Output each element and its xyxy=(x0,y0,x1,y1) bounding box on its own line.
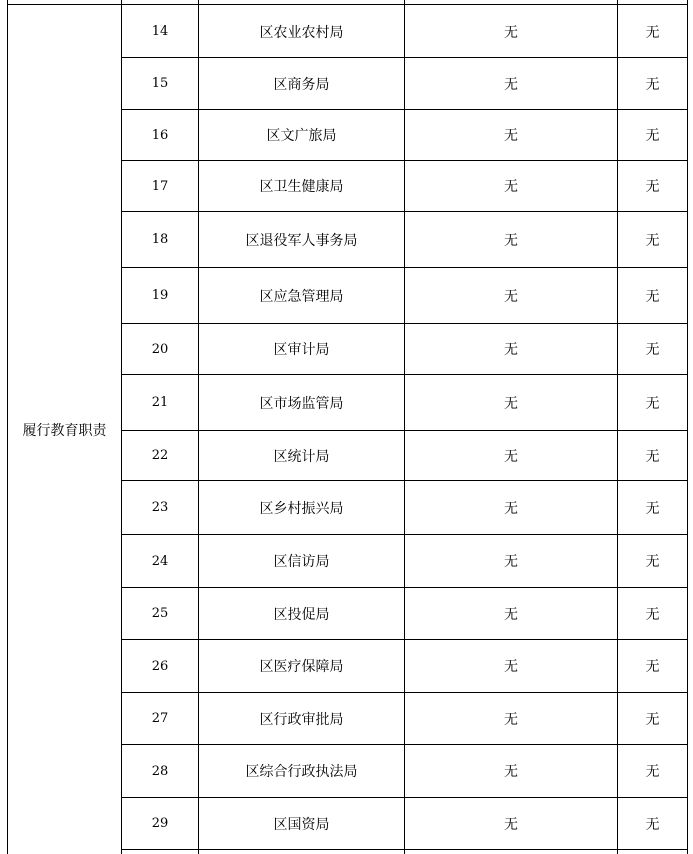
department-cell: 区退役军人事务局 xyxy=(245,232,358,249)
row-number-cell: 24 xyxy=(151,553,169,569)
department-cell: 区乡村振兴局 xyxy=(259,500,344,517)
value-cell: 无 xyxy=(504,342,518,358)
value-cell: 无 xyxy=(645,232,660,249)
row-number-cell: 17 xyxy=(151,178,169,194)
department-cell: 区应急管理局 xyxy=(259,288,344,305)
value-cell: 无 xyxy=(504,179,518,195)
department-cell: 区医疗保障局 xyxy=(259,659,344,675)
department-cell: 区市场监管局 xyxy=(259,395,344,412)
row-rule xyxy=(121,849,688,850)
value-cell: 无 xyxy=(504,288,518,305)
row-number-cell: 14 xyxy=(151,24,169,39)
value-cell: 无 xyxy=(645,554,660,570)
department-cell: 区国资局 xyxy=(273,816,330,833)
value-cell: 无 xyxy=(504,448,518,465)
row-number-cell: 26 xyxy=(151,658,169,674)
department-cell: 区卫生健康局 xyxy=(259,179,344,195)
row-number-cell: 20 xyxy=(151,341,169,357)
value-cell: 无 xyxy=(645,179,660,195)
value-cell: 无 xyxy=(645,448,660,465)
department-cell: 区文广旅局 xyxy=(266,128,337,144)
value-cell: 无 xyxy=(504,659,518,675)
value-cell: 无 xyxy=(645,500,660,517)
department-cell: 区行政审批局 xyxy=(259,711,344,728)
value-cell: 无 xyxy=(645,711,660,728)
row-number-cell: 25 xyxy=(151,606,169,621)
value-cell: 无 xyxy=(504,500,518,517)
department-cell: 区综合行政执法局 xyxy=(245,764,358,780)
value-cell: 无 xyxy=(645,816,660,833)
value-cell: 无 xyxy=(645,76,660,93)
value-cell: 无 xyxy=(645,24,660,41)
category-cell: 履行教育职责 xyxy=(22,422,107,439)
table-top-border xyxy=(7,4,688,5)
value-cell: 无 xyxy=(645,128,660,144)
department-cell: 区农业农村局 xyxy=(259,24,344,41)
department-cell: 区统计局 xyxy=(273,448,330,465)
value-cell: 无 xyxy=(504,816,518,833)
row-number-cell: 27 xyxy=(151,711,169,726)
row-number-cell: 21 xyxy=(151,395,169,410)
value-cell: 无 xyxy=(645,764,660,780)
department-cell: 区信访局 xyxy=(273,554,330,570)
department-cell: 区投促局 xyxy=(273,606,330,623)
department-cell: 区商务局 xyxy=(273,76,330,93)
row-number-cell: 16 xyxy=(151,127,169,143)
value-cell: 无 xyxy=(504,395,518,412)
value-cell: 无 xyxy=(504,76,518,93)
row-number-cell: 15 xyxy=(151,76,169,91)
value-cell: 无 xyxy=(504,606,518,623)
row-number-cell: 18 xyxy=(151,232,169,247)
value-cell: 无 xyxy=(504,764,518,780)
column-rule xyxy=(687,0,688,854)
row-number-cell: 23 xyxy=(151,500,169,515)
value-cell: 无 xyxy=(504,554,518,570)
value-cell: 无 xyxy=(645,606,660,623)
row-number-cell: 28 xyxy=(151,763,169,779)
value-cell: 无 xyxy=(645,342,660,358)
value-cell: 无 xyxy=(504,128,518,144)
value-cell: 无 xyxy=(504,24,518,41)
value-cell: 无 xyxy=(645,288,660,305)
row-number-cell: 29 xyxy=(151,816,169,831)
table-left-border xyxy=(7,0,8,854)
value-cell: 无 xyxy=(645,659,660,675)
value-cell: 无 xyxy=(645,395,660,412)
value-cell: 无 xyxy=(504,711,518,728)
value-cell: 无 xyxy=(504,232,518,249)
department-cell: 区审计局 xyxy=(273,342,330,358)
row-number-cell: 22 xyxy=(151,448,169,463)
row-number-cell: 19 xyxy=(151,288,169,303)
